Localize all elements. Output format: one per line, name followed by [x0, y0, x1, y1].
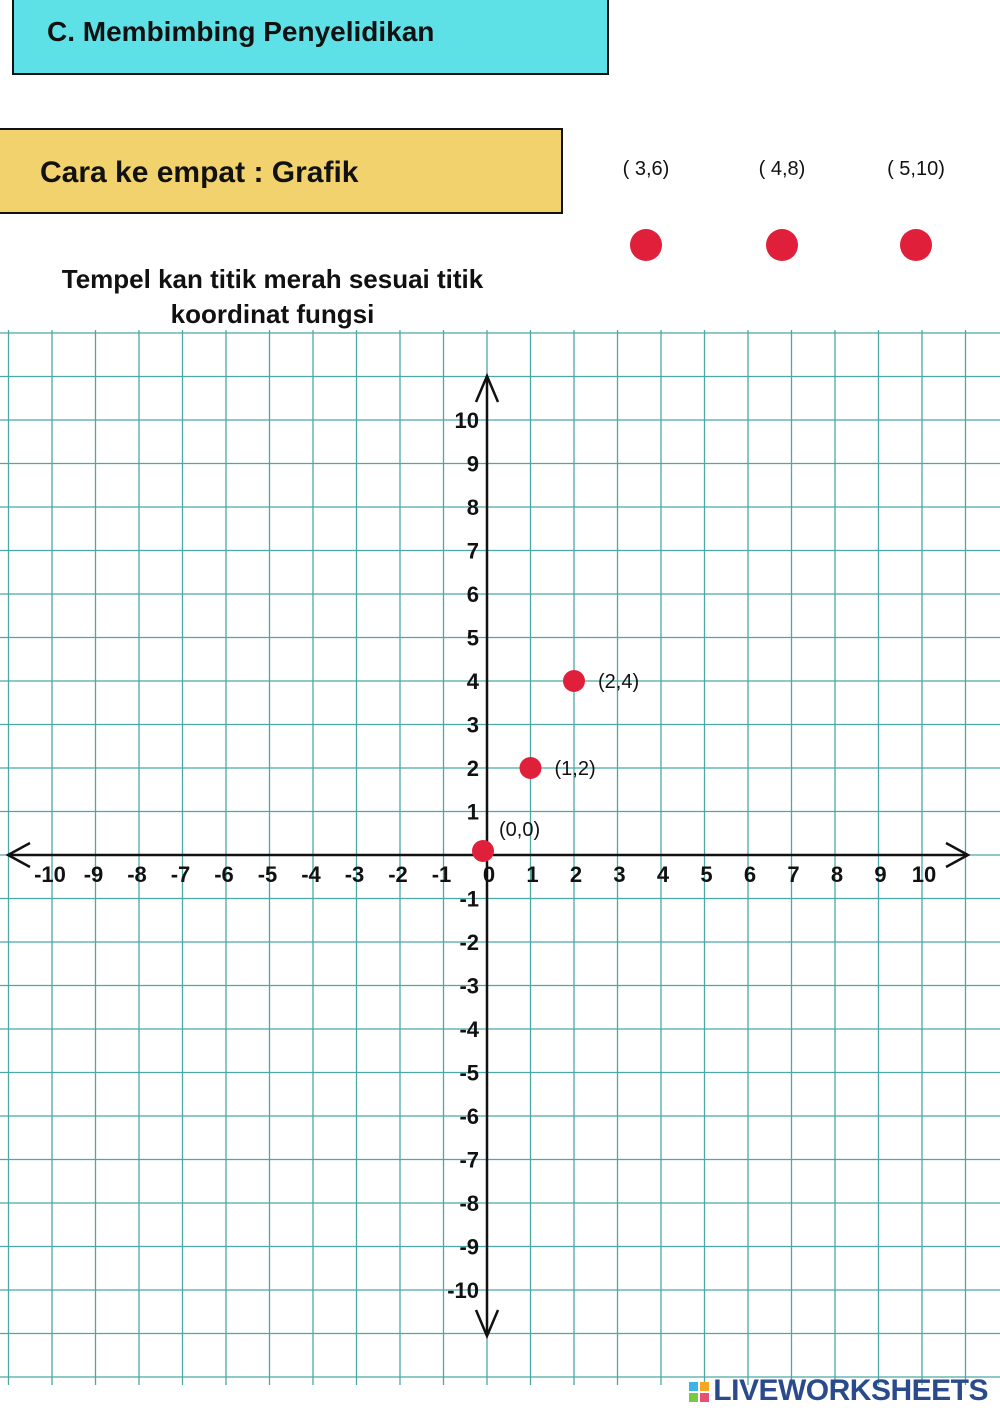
x-tick-label: 2: [569, 862, 583, 887]
sticker-point-1[interactable]: [586, 158, 706, 261]
x-tick-label: -8: [127, 862, 147, 887]
y-tick-label: -9: [459, 1234, 479, 1260]
x-tick-label: -1: [431, 862, 452, 887]
liveworksheets-logo-icon: [689, 1376, 709, 1396]
y-tick-label: -6: [459, 1104, 479, 1129]
y-tick-label: 3: [466, 712, 479, 738]
data-point-label: (2,4): [598, 671, 640, 693]
y-tick-label: 4: [466, 669, 479, 694]
x-tick-label: -5: [257, 862, 278, 887]
y-tick-label: 9: [466, 451, 479, 477]
x-tick-label: 1: [526, 862, 539, 887]
x-tick-label: -6: [214, 862, 234, 887]
sticker-label: ( 5,10): [887, 158, 945, 180]
sticker-point-2[interactable]: [722, 158, 842, 261]
instruction-text: Tempel kan titik merah sesuai titik koordinat fungsi: [61, 264, 484, 329]
y-tick-label: 10: [454, 408, 479, 433]
data-point-label: (1,2): [554, 758, 596, 780]
y-tick-label: 2: [466, 756, 479, 781]
x-tick-label: 5: [700, 862, 713, 887]
y-tick-label: 1: [466, 799, 479, 825]
x-tick-label: -2: [388, 862, 408, 887]
y-tick-label: -2: [459, 930, 479, 955]
x-tick-label: 6: [743, 862, 757, 887]
data-point: [520, 757, 542, 779]
method-title: Cara ke empat : Grafik: [0, 128, 563, 214]
draggable-red-dot[interactable]: [766, 229, 798, 261]
y-tick-label: -10: [447, 1278, 479, 1303]
x-tick-label: 3: [613, 862, 626, 887]
watermark-text: LIVEWORKSHEETS: [713, 1374, 988, 1407]
y-tick-label: 5: [466, 625, 479, 651]
section-title: C. Membimbing Penyelidikan: [12, 0, 609, 75]
y-tick-label: -4: [459, 1017, 479, 1042]
x-tick-label: 4: [656, 862, 670, 887]
sticker-label: ( 3,6): [622, 158, 670, 180]
x-tick-label: 0: [482, 862, 496, 887]
data-point: [472, 840, 494, 862]
x-tick-label: 8: [830, 862, 844, 887]
sticker-point-3[interactable]: [856, 158, 976, 261]
watermark: [689, 1374, 988, 1408]
y-tick-label: -1: [459, 886, 479, 912]
draggable-red-dot[interactable]: [900, 229, 932, 261]
y-tick-label: -8: [459, 1191, 479, 1216]
x-tick-label: -4: [301, 862, 321, 887]
x-tick-label: 9: [874, 862, 887, 887]
x-tick-label: 10: [911, 862, 937, 887]
y-tick-label: 8: [466, 495, 479, 520]
draggable-red-dot[interactable]: [630, 229, 662, 261]
coordinate-graph[interactable]: [0, 330, 1000, 1385]
y-tick-label: 7: [466, 538, 479, 564]
x-tick-label: 7: [787, 862, 800, 887]
data-point: [563, 670, 585, 692]
sticker-label: ( 4,8): [758, 158, 806, 180]
y-tick-label: 6: [466, 582, 479, 607]
x-tick-label: -7: [170, 862, 191, 887]
x-tick-label: -3: [344, 862, 365, 887]
y-tick-label: -5: [459, 1060, 479, 1086]
y-tick-label: -7: [459, 1147, 479, 1173]
data-point-label: (0,0): [499, 819, 541, 841]
x-tick-label: -10: [34, 862, 66, 887]
x-tick-label: -9: [83, 862, 104, 887]
y-tick-label: -3: [459, 973, 479, 999]
